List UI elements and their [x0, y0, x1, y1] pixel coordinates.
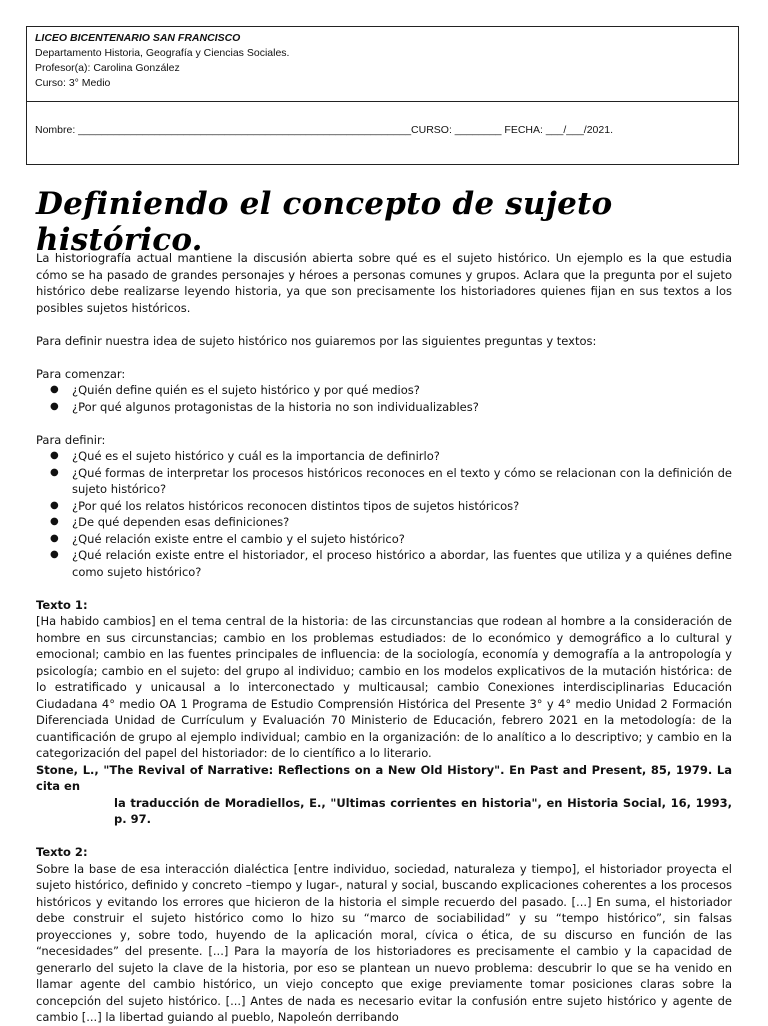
list-item: ● ¿Qué relación existe entre el historiador, el proceso histórico a abordar, las fuentes que utiliza y a quiénes define como sujeto histórico? [72, 547, 732, 580]
list-item: ● ¿De qué dependen esas definiciones? [72, 514, 732, 531]
text1-label: Texto 1: [36, 597, 88, 612]
teacher: Profesor(a): Carolina González [35, 62, 180, 74]
citation-line-1: Stone, L., "The Revival of Narrative: Reflections on a New Old History". En Past and Present, 85, 1979. La cita en [36, 762, 732, 793]
list-item: ● ¿Qué formas de interpretar los procesos históricos reconoces en el texto y cómo se relacionan con la definición de sujeto histórico? [72, 465, 732, 498]
school-name: LICEO BICENTENARIO SAN FRANCISCO [35, 32, 241, 44]
define-label: Para definir: [36, 432, 106, 447]
list-item: ● ¿Qué relación existe entre el cambio y el sujeto histórico? [72, 531, 732, 548]
page-title: Definiendo el concepto de sujeto histórico. [36, 186, 613, 258]
text1-body: [Ha habido cambios] en el tema central de la historia: de las circunstancias que rodean al hombre a la consideración de hombre en sus circunstancias; cambio en los problemas estudiados: de lo económico y demográfico a lo cultural y emocional; cambio en las fuentes principales de influencia: de la sociología, economía y demografía a la antropología y psicología; cambio en el sujeto: del grupo al individuo; cambio en los modelos explicativos de la mutación histórica: de lo estratificado y unicausal a lo interconectado y multicausal; cambio Conexiones interdisciplinarias Educación Ciudadana 4° medio OA 1 Programa de Estudio Comprensión Histórica del Presente 3° y 4° medio Unidad 2 Formación Diferenciada Unidad de Currículum y Evaluación 70 Ministerio de Educación, febrero 2021 en la metodología: de la cuantificación de grupo al ejemplo individual; cambio en la organización: de lo analítico a lo descriptivo; y cambio en la categorización del papel del historiador: de lo científico a lo literario. [36, 614, 732, 760]
list-item: ● ¿Por qué los relatos históricos reconocen distintos tipos de sujetos históricos? [72, 498, 732, 515]
define-questions [36, 448, 732, 580]
start-label: Para comenzar: [36, 366, 126, 381]
guide-paragraph: Para definir nuestra idea de sujeto histórico nos guiaremos por las siguientes preguntas y textos: [36, 333, 597, 348]
school-info [27, 27, 738, 102]
citation-line-2: la traducción de Moradiellos, E., "Ultimas corrientes en historia", en Historia Social, 16, 1993, p. 97. [114, 795, 732, 826]
department: Departamento Historia, Geografía y Ciencias Sociales. [35, 47, 290, 59]
list-item: ● ¿Qué es el sujeto histórico y cuál es la importancia de definirlo? [72, 448, 732, 465]
list-item: ● ¿Quién define quién es el sujeto histórico y por qué medios? [72, 382, 732, 399]
intro-paragraph: La historiografía actual mantiene la discusión abierta sobre qué es el sujeto histórico. Un ejemplo es la que estudia cómo se ha pasado de grandes personajes y héroes a personas comunes y grupos. Aclara que la pregunta por el sujeto histórico debe realizarse leyendo historia, ya que son precisamente los historiadores quienes fijan en sus textos a los posibles sujetos históricos. [36, 251, 732, 315]
text2-body: Sobre la base de esa interacción dialéctica [entre individuo, sociedad, naturaleza y tiempo], el historiador proyecta el sujeto histórico, definido y concreto –tiempo y lugar-, natural y social, buscando explicaciones coherentes a los procesos históricos y evitando los errores que hicieron de la historia el simple recuerdo del pasado. [...] En suma, el historiador debe construir el sujeto histórico como lo hizo su “marco de sociabilidad” y su “tempo histórico”, sin falsas proyecciones y, sobre todo, huyendo de la aplicación moral, cívica o ética, de su discurso en función de las “necesidades” del presente. [...] Para la mayoría de los historiadores es precisamente el cambio y la capacidad de generarlo del sujeto la clave de la historia, por eso se plantean un nuevo problema: descubrir lo que se ha venido en llamar agente del cambio histórico, un viejo concepto que exige previamente tomar posiciones claras sobre la concepción del sujeto histórico. [...] Antes de nada es necesario evitar la confusión entre sujeto histórico y agente de cambio [...] la libertad guiando al pueblo, Napoleón derribando [36, 861, 732, 1024]
document-body [36, 250, 732, 1026]
list-item: ● ¿Por qué algunos protagonistas de la historia no son individualizables? [72, 399, 732, 416]
header-box [26, 26, 739, 165]
course: Curso: 3° Medio [35, 77, 111, 89]
student-form-line: Nombre: _________________________________________________________CURSO: ________ FECHA: ___/___/2021. [35, 124, 613, 136]
start-questions [36, 382, 732, 415]
text1-citation [36, 762, 732, 828]
text2-label: Texto 2: [36, 845, 88, 859]
